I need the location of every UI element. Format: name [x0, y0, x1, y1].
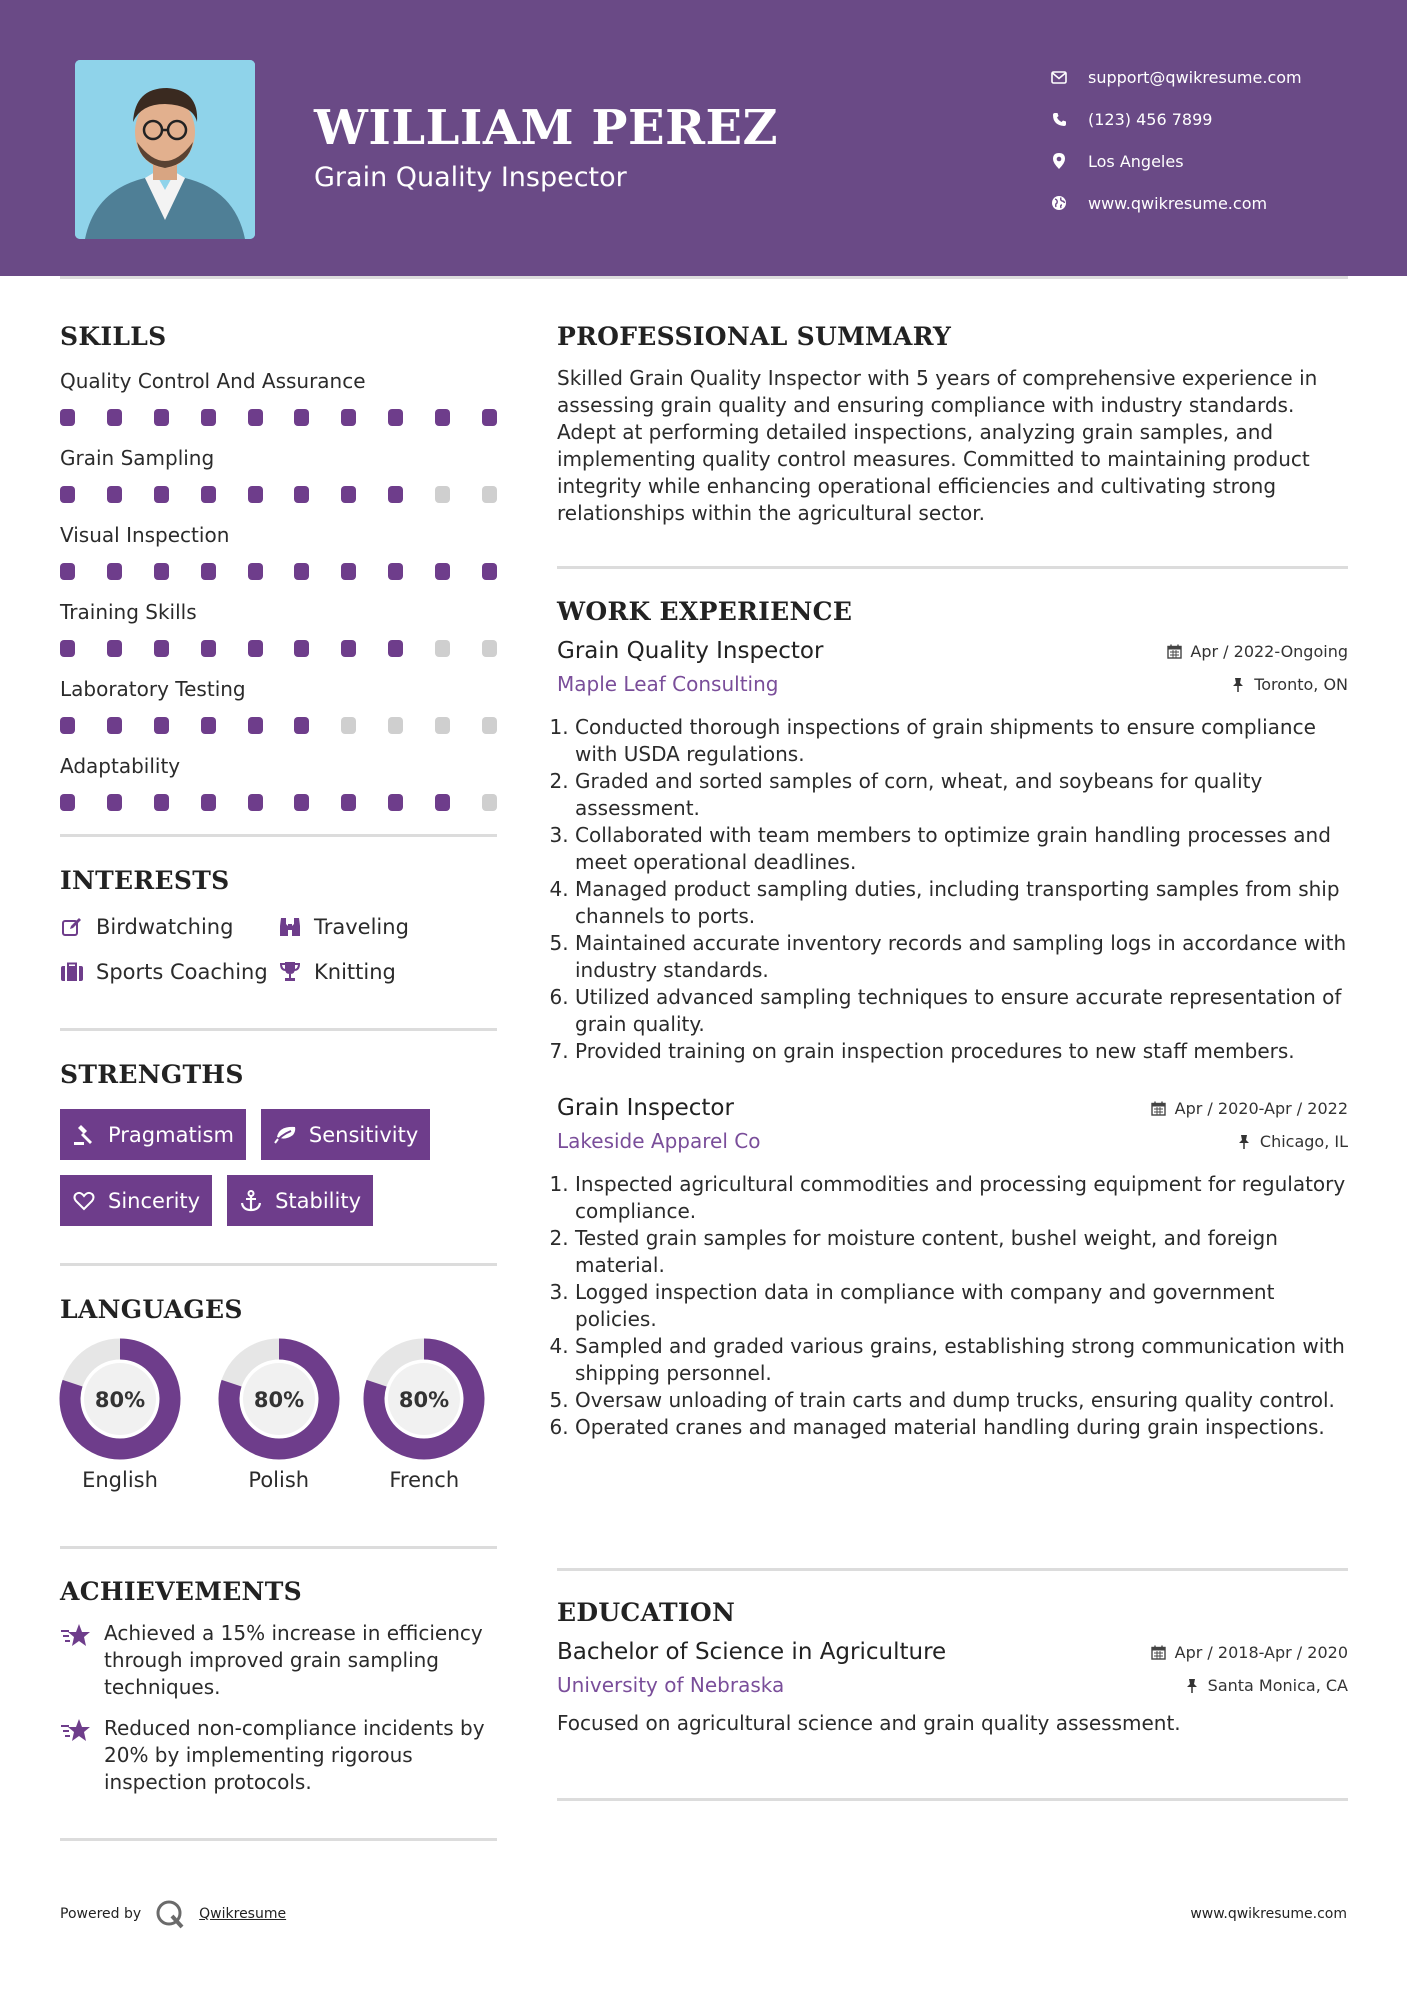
- skill-dot: [107, 486, 122, 503]
- skill-dot: [482, 409, 497, 426]
- contact-website[interactable]: [1050, 182, 1302, 224]
- job-duty: 1. Inspected agricultural commodities and processing equipment for regulatory compliance.: [575, 1171, 1348, 1225]
- section-divider: [60, 1838, 497, 1841]
- achievements-section: [60, 1577, 497, 1796]
- achievement-text: Achieved a 15% increase in efficiency through improved grain sampling techniques.: [104, 1621, 483, 1699]
- strength-tag: [261, 1109, 430, 1160]
- skill-item: [60, 367, 497, 426]
- work-heading: WORK EXPERIENCE: [557, 597, 853, 626]
- contact-email-text: support@qwikresume.com: [1088, 67, 1302, 87]
- strengths-heading: STRENGTHS: [60, 1060, 244, 1089]
- languages-section: [60, 1295, 497, 1492]
- pushpin-icon: [1236, 1133, 1252, 1149]
- degree: Bachelor of Science in Agriculture: [557, 1639, 947, 1665]
- strength-tag: [60, 1109, 246, 1160]
- education-description: Focused on agricultural science and grain quality assessment.: [557, 1711, 1181, 1735]
- skill-dot: [248, 794, 263, 811]
- strength-tag: [60, 1175, 212, 1226]
- skill-dot: [294, 563, 309, 580]
- skill-dot: [107, 563, 122, 580]
- contact-list: [1050, 56, 1302, 224]
- achievement-item: [60, 1620, 497, 1701]
- contact-location-text: Los Angeles: [1088, 151, 1184, 171]
- skill-dot: [435, 640, 450, 657]
- job-date-text: Apr / 2022-Ongoing: [1190, 641, 1348, 661]
- skill-dot: [388, 563, 403, 580]
- calendar-icon: [1151, 1644, 1167, 1660]
- job-date: [1151, 1099, 1348, 1118]
- interests-heading: INTERESTS: [60, 866, 230, 895]
- skill-dot: [201, 717, 216, 734]
- map-pin-icon: [1050, 152, 1068, 170]
- skill-dot: [154, 717, 169, 734]
- skill-name: Quality Control And Assurance: [60, 369, 366, 393]
- languages-heading: LANGUAGES: [60, 1295, 243, 1324]
- interest-item: [60, 956, 278, 987]
- skill-dot: [482, 486, 497, 503]
- job-duty: 5. Oversaw unloading of train carts and dump trucks, ensuring quality control.: [575, 1387, 1348, 1414]
- school: University of Nebraska: [557, 1673, 785, 1697]
- job-duty: 4. Managed product sampling duties, including transporting samples from ship channels to ports.: [575, 876, 1348, 930]
- language-item: [352, 1338, 498, 1492]
- skill-dot: [201, 409, 216, 426]
- skill-item: [60, 675, 497, 734]
- skill-dot: [482, 717, 497, 734]
- skill-dot: [248, 640, 263, 657]
- skill-dot: [482, 640, 497, 657]
- strength-label: Sincerity: [108, 1188, 201, 1213]
- skill-dot: [154, 794, 169, 811]
- interest-label: Sports Coaching: [96, 959, 268, 984]
- language-item: [60, 1338, 180, 1492]
- section-divider: [60, 1028, 497, 1031]
- skill-item: [60, 598, 497, 657]
- skill-dot: [107, 717, 122, 734]
- skill-dot: [341, 486, 356, 503]
- skill-dot: [435, 794, 450, 811]
- candidate-name: WILLIAM PEREZ: [314, 100, 779, 156]
- skill-dot: [60, 563, 75, 580]
- skill-dot: [341, 409, 356, 426]
- summary-heading: PROFESSIONAL SUMMARY: [557, 322, 952, 351]
- education-entry: [557, 1639, 1348, 1735]
- skill-item: [60, 752, 497, 811]
- skills-section: [60, 322, 497, 811]
- skill-level-dots: [60, 794, 497, 811]
- candidate-title: Grain Quality Inspector: [314, 162, 627, 193]
- skill-dot: [294, 409, 309, 426]
- gavel-icon: [72, 1123, 96, 1147]
- skill-dot: [388, 794, 403, 811]
- interests-list: [60, 911, 497, 987]
- skill-dot: [248, 409, 263, 426]
- job-entry: [557, 1095, 1348, 1441]
- section-divider: [60, 834, 497, 837]
- skill-name: Grain Sampling: [60, 446, 215, 470]
- star-icon: [60, 1622, 92, 1650]
- job-location-text: Chicago, IL: [1259, 1131, 1348, 1151]
- powered-by-text: Powered by: [60, 1906, 142, 1922]
- strength-label: Sensitivity: [308, 1122, 419, 1147]
- skill-dot: [60, 640, 75, 657]
- skill-dot: [201, 794, 216, 811]
- skill-dot: [482, 563, 497, 580]
- job-duty: 7. Provided training on grain inspection procedures to new staff members.: [575, 1038, 1348, 1065]
- interest-item: [60, 911, 278, 942]
- resume-header: [0, 0, 1407, 276]
- skill-item: [60, 444, 497, 503]
- job-date: [1166, 642, 1348, 661]
- skill-level-dots: [60, 717, 497, 734]
- skill-dot: [294, 717, 309, 734]
- skill-level-dots: [60, 563, 497, 580]
- job-company: Lakeside Apparel Co: [557, 1129, 761, 1153]
- skill-dot: [154, 486, 169, 503]
- job-duty: 6. Utilized advanced sampling techniques to ensure accurate representation of grain quality.: [575, 984, 1348, 1038]
- pushpin-icon: [1184, 1677, 1200, 1693]
- skill-dot: [107, 409, 122, 426]
- education-heading: EDUCATION: [557, 1598, 736, 1627]
- skill-dot: [248, 486, 263, 503]
- language-name: Polish: [248, 1468, 310, 1492]
- skill-dot: [201, 640, 216, 657]
- section-divider: [60, 1263, 497, 1266]
- skill-dot: [388, 640, 403, 657]
- pushpin-icon: [1230, 676, 1246, 692]
- strengths-section: [60, 1060, 497, 1226]
- qwikresume-link[interactable]: Qwikresume: [199, 1906, 287, 1922]
- language-donut: [59, 1338, 181, 1460]
- education-location-text: Santa Monica, CA: [1207, 1675, 1348, 1695]
- skill-name: Adaptability: [60, 754, 181, 778]
- skill-level-dots: [60, 486, 497, 503]
- skill-dot: [154, 640, 169, 657]
- education-date-text: Apr / 2018-Apr / 2020: [1174, 1642, 1348, 1662]
- interest-label: Knitting: [314, 959, 396, 984]
- achievement-text: Reduced non-compliance incidents by 20% by implementing rigorous inspection protocols.: [104, 1716, 485, 1794]
- language-percent: 80%: [253, 1388, 304, 1412]
- job-duty: 2. Tested grain samples for moisture content, bushel weight, and foreign material.: [575, 1225, 1348, 1279]
- job-duties: [557, 1171, 1348, 1441]
- interests-section: [60, 866, 497, 987]
- skill-dot: [341, 794, 356, 811]
- language-donut: [363, 1338, 485, 1460]
- skills-heading: SKILLS: [60, 322, 167, 351]
- section-divider: [557, 566, 1348, 569]
- skill-dot: [435, 717, 450, 734]
- job-role: Grain Quality Inspector: [557, 638, 824, 664]
- job-duties: [557, 714, 1348, 1065]
- skill-dot: [341, 640, 356, 657]
- skill-dot: [107, 640, 122, 657]
- strength-label: Pragmatism: [108, 1122, 234, 1147]
- summary-text: Skilled Grain Quality Inspector with 5 years of comprehensive experience in assessing grain quality and ensuring compliance with industry standards. Adept at performing detailed inspections, analyzing grain samples, and implementing quality control measures. Committed to maintaining product integrity while enhancing operational efficiencies and cultivating strong relationships within the agricultural sector.: [557, 366, 1318, 525]
- work-section: [557, 597, 1348, 1441]
- skill-dot: [294, 794, 309, 811]
- languages-list: [60, 1338, 497, 1492]
- header-divider: [60, 276, 1348, 279]
- interest-item: [278, 956, 496, 987]
- job-role: Grain Inspector: [557, 1095, 734, 1121]
- skill-level-dots: [60, 640, 497, 657]
- skill-name: Laboratory Testing: [60, 677, 246, 701]
- language-item: [206, 1338, 352, 1492]
- education-location: [1184, 1676, 1348, 1695]
- binoculars-icon: [278, 915, 302, 939]
- education-section: [557, 1598, 1348, 1735]
- star-icon: [60, 1717, 92, 1745]
- skill-dot: [294, 640, 309, 657]
- language-name: French: [389, 1468, 460, 1492]
- job-duty: 3. Logged inspection data in compliance with company and government policies.: [575, 1279, 1348, 1333]
- skill-dot: [201, 563, 216, 580]
- skill-name: Training Skills: [60, 600, 197, 624]
- strengths-tags: [60, 1109, 497, 1226]
- calendar-icon: [1166, 643, 1182, 659]
- language-name: English: [82, 1468, 158, 1492]
- envelope-icon: [1050, 68, 1068, 86]
- contact-email[interactable]: [1050, 56, 1302, 98]
- skill-dot: [60, 794, 75, 811]
- skill-dot: [107, 794, 122, 811]
- job-entry: [557, 638, 1348, 1065]
- edit-icon: [60, 915, 84, 939]
- contact-phone-text: (123) 456 7899: [1088, 109, 1213, 129]
- language-percent: 80%: [399, 1388, 450, 1412]
- skill-dot: [294, 486, 309, 503]
- skill-dot: [435, 409, 450, 426]
- skills-list: [60, 367, 497, 811]
- achievement-item: [60, 1715, 497, 1796]
- skill-dot: [154, 409, 169, 426]
- qwikresume-logo-icon: [155, 1899, 185, 1929]
- achievements-heading: ACHIEVEMENTS: [60, 1577, 302, 1606]
- skill-dot: [201, 486, 216, 503]
- skill-dot: [60, 486, 75, 503]
- contact-website-text: www.qwikresume.com: [1088, 193, 1268, 213]
- job-duty: 4. Sampled and graded various grains, establishing strong communication with shipping personnel.: [575, 1333, 1348, 1387]
- job-location: [1236, 1132, 1348, 1151]
- interest-label: Birdwatching: [96, 914, 234, 939]
- skill-dot: [60, 717, 75, 734]
- skill-dot: [341, 717, 356, 734]
- skill-name: Visual Inspection: [60, 523, 230, 547]
- phone-icon: [1050, 110, 1068, 128]
- contact-location: [1050, 140, 1302, 182]
- skill-dot: [388, 717, 403, 734]
- calendar-icon: [1151, 1100, 1167, 1116]
- globe-icon: [1050, 194, 1068, 212]
- leaf-icon: [273, 1123, 297, 1147]
- section-divider: [60, 1546, 497, 1549]
- skill-level-dots: [60, 409, 497, 426]
- job-duty: 1. Conducted thorough inspections of grain shipments to ensure compliance with USDA regulations.: [575, 714, 1348, 768]
- job-duty: 2. Graded and sorted samples of corn, wheat, and soybeans for quality assessment.: [575, 768, 1348, 822]
- section-divider: [557, 1798, 1348, 1801]
- skill-item: [60, 521, 497, 580]
- contact-phone[interactable]: [1050, 98, 1302, 140]
- summary-section: [557, 322, 1348, 527]
- strength-tag: [227, 1175, 373, 1226]
- skill-dot: [435, 563, 450, 580]
- job-duty: 5. Maintained accurate inventory records and sampling logs in accordance with industry standards.: [575, 930, 1348, 984]
- skill-dot: [154, 563, 169, 580]
- anchor-icon: [239, 1189, 263, 1213]
- profile-photo: [75, 60, 255, 239]
- job-duty: 6. Operated cranes and managed material handling during grain inspections.: [575, 1414, 1348, 1441]
- job-duty: 3. Collaborated with team members to optimize grain handling processes and meet operational deadlines.: [575, 822, 1348, 876]
- skill-dot: [388, 409, 403, 426]
- briefcase-icon: [60, 960, 84, 984]
- footer-website[interactable]: www.qwikresume.com: [1190, 1906, 1347, 1922]
- skill-dot: [435, 486, 450, 503]
- skill-dot: [248, 717, 263, 734]
- skill-dot: [388, 486, 403, 503]
- footer-powered-by: [60, 1899, 286, 1929]
- interest-label: Traveling: [314, 914, 409, 939]
- heart-icon: [72, 1189, 96, 1213]
- strength-label: Stability: [275, 1188, 362, 1213]
- job-date-text: Apr / 2020-Apr / 2022: [1174, 1098, 1348, 1118]
- education-date: [1151, 1643, 1348, 1662]
- section-divider: [557, 1568, 1348, 1571]
- skill-dot: [482, 794, 497, 811]
- skill-dot: [60, 409, 75, 426]
- job-location-text: Toronto, ON: [1254, 674, 1348, 694]
- trophy-icon: [278, 960, 302, 984]
- job-location: [1230, 675, 1348, 694]
- language-percent: 80%: [94, 1388, 146, 1412]
- job-company: Maple Leaf Consulting: [557, 672, 779, 696]
- skill-dot: [248, 563, 263, 580]
- language-donut: [218, 1338, 340, 1460]
- skill-dot: [341, 563, 356, 580]
- interest-item: [278, 911, 496, 942]
